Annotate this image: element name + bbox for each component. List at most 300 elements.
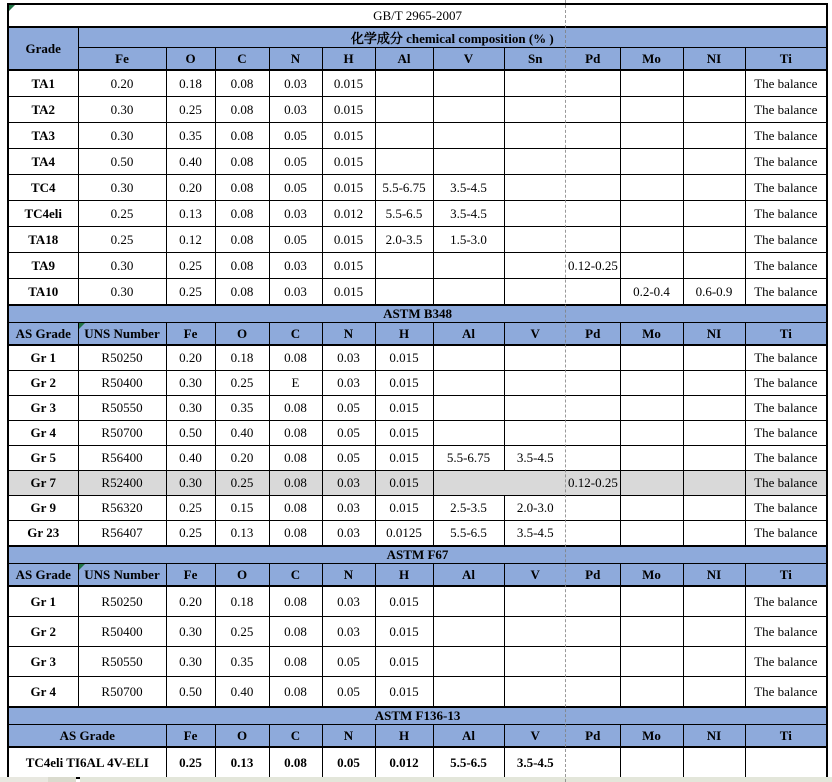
value-cell (683, 253, 745, 279)
value-cell (566, 201, 620, 227)
value-cell: R50550 (78, 647, 166, 677)
value-cell: 5.5-6.5 (433, 747, 504, 778)
value-cell: 0.05 (322, 446, 375, 471)
row-label: Gr 3 (8, 647, 78, 677)
column-header: AS Grade (8, 725, 166, 748)
value-cell: 0.03 (322, 521, 375, 547)
column-header: Sn (504, 48, 566, 71)
column-header: H (375, 564, 433, 587)
column-header: Pd (566, 323, 620, 346)
value-cell (433, 70, 504, 97)
column-header: AS Grade (8, 564, 78, 587)
value-cell: R50700 (78, 677, 166, 708)
column-header: UNS Number (78, 323, 166, 346)
value-cell (504, 647, 566, 677)
value-cell (683, 471, 745, 496)
column-header: H (375, 725, 433, 748)
value-cell (683, 97, 745, 123)
value-cell: 0.20 (166, 175, 215, 201)
value-cell (620, 586, 683, 617)
value-cell: 0.03 (322, 617, 375, 647)
column-header: Ti (745, 564, 827, 587)
row-label: Gr 23 (8, 521, 78, 547)
column-header: NI (683, 725, 745, 748)
value-cell: 0.05 (322, 677, 375, 708)
value-cell (566, 97, 620, 123)
column-header: Mo (620, 564, 683, 587)
value-cell: 0.50 (166, 677, 215, 708)
value-cell (620, 149, 683, 175)
value-cell (683, 586, 745, 617)
value-cell: 0.12 (166, 227, 215, 253)
value-cell: 0.20 (166, 586, 215, 617)
table-row (8, 27, 827, 48)
column-header: N (322, 323, 375, 346)
value-cell (683, 747, 745, 778)
value-cell (566, 421, 620, 446)
row-label: TA4 (8, 149, 78, 175)
value-cell (504, 421, 566, 446)
value-cell: 0.35 (215, 396, 269, 421)
value-cell: 0.08 (269, 647, 322, 677)
value-cell: 0.25 (166, 279, 215, 306)
row-label: TC4 (8, 175, 78, 201)
column-header: V (433, 48, 504, 71)
value-cell (375, 253, 433, 279)
value-cell (683, 521, 745, 547)
value-cell (433, 97, 504, 123)
value-cell (433, 586, 504, 617)
value-cell: 0.08 (215, 123, 269, 149)
value-cell: The balance (745, 97, 827, 123)
value-cell (683, 201, 745, 227)
value-cell (566, 175, 620, 201)
value-cell: The balance (745, 521, 827, 547)
value-cell: 0.015 (375, 647, 433, 677)
table-row (8, 279, 827, 306)
value-cell: 0.08 (269, 396, 322, 421)
value-cell (683, 396, 745, 421)
value-cell: The balance (745, 253, 827, 279)
table-row (8, 707, 827, 725)
value-cell (620, 617, 683, 647)
value-cell: The balance (745, 496, 827, 521)
table-row (8, 564, 827, 587)
value-cell: 0.08 (215, 175, 269, 201)
value-cell: 0.015 (322, 97, 375, 123)
value-cell (566, 227, 620, 253)
value-cell: The balance (745, 396, 827, 421)
value-cell (620, 521, 683, 547)
value-cell (504, 371, 566, 396)
value-cell (620, 253, 683, 279)
value-cell: 0.03 (269, 201, 322, 227)
value-cell (566, 677, 620, 708)
row-label: Gr 3 (8, 396, 78, 421)
column-header: Pd (566, 48, 620, 71)
value-cell (504, 253, 566, 279)
value-cell: 0.25 (166, 253, 215, 279)
value-cell (375, 279, 433, 306)
column-header: O (215, 323, 269, 346)
value-cell: 0.25 (166, 496, 215, 521)
value-cell (566, 345, 620, 371)
column-header: H (322, 48, 375, 71)
row-label: Gr 4 (8, 677, 78, 708)
column-header: Ti (745, 48, 827, 71)
value-cell: 0.08 (269, 747, 322, 778)
value-cell: 0.08 (215, 149, 269, 175)
value-cell: 3.5-4.5 (504, 446, 566, 471)
table-row (8, 4, 827, 27)
value-cell: 0.08 (269, 421, 322, 446)
table-row (8, 471, 827, 496)
value-cell (620, 471, 683, 496)
value-cell: 3.5-4.5 (504, 747, 566, 778)
strip-segment (0, 777, 48, 782)
value-cell: 0.03 (322, 471, 375, 496)
value-cell: E (269, 371, 322, 396)
row-label: Gr 1 (8, 586, 78, 617)
standard-title: GB/T 2965-2007 (8, 4, 827, 27)
value-cell (683, 123, 745, 149)
value-cell (566, 617, 620, 647)
value-cell: 0.15 (215, 496, 269, 521)
table-row (8, 725, 827, 748)
value-cell (504, 586, 566, 617)
value-cell: 0.05 (322, 396, 375, 421)
value-cell: 0.30 (166, 371, 215, 396)
grade-column-header: Grade (8, 27, 78, 70)
value-cell: The balance (745, 677, 827, 708)
value-cell: 0.40 (166, 149, 215, 175)
table-row (8, 496, 827, 521)
column-header: Ti (745, 323, 827, 346)
table-row (8, 253, 827, 279)
value-cell: The balance (745, 279, 827, 306)
column-header: Fe (166, 323, 215, 346)
value-cell: 0.25 (215, 471, 269, 496)
value-cell: 0.08 (215, 70, 269, 97)
column-header: V (504, 323, 566, 346)
column-header: C (269, 564, 322, 587)
value-cell (683, 421, 745, 446)
value-cell: The balance (745, 123, 827, 149)
value-cell (683, 371, 745, 396)
table-row (8, 677, 827, 708)
section-title: ASTM F67 (8, 546, 827, 564)
table-row (8, 371, 827, 396)
row-label: Gr 4 (8, 421, 78, 446)
value-cell: 3.5-4.5 (433, 201, 504, 227)
value-cell: 0.40 (215, 677, 269, 708)
value-cell: R56320 (78, 496, 166, 521)
value-cell: 0.30 (78, 123, 166, 149)
value-cell: 0.25 (78, 201, 166, 227)
value-cell: 0.30 (78, 175, 166, 201)
value-cell: The balance (745, 201, 827, 227)
value-cell: The balance (745, 149, 827, 175)
table-row (8, 97, 827, 123)
value-cell: 0.015 (375, 371, 433, 396)
value-cell (504, 97, 566, 123)
value-cell (683, 496, 745, 521)
column-header: N (269, 48, 322, 71)
value-cell (504, 677, 566, 708)
value-cell: 0.015 (322, 175, 375, 201)
value-cell: R52400 (78, 471, 166, 496)
value-cell (620, 647, 683, 677)
value-cell (504, 396, 566, 421)
row-label: Gr 2 (8, 617, 78, 647)
value-cell (683, 617, 745, 647)
value-cell: 0.25 (215, 617, 269, 647)
column-header: Fe (78, 48, 166, 71)
value-cell: 0.6-0.9 (683, 279, 745, 306)
value-cell: 0.08 (215, 97, 269, 123)
value-cell: 0.08 (269, 446, 322, 471)
value-cell (566, 149, 620, 175)
table-row (8, 201, 827, 227)
value-cell (433, 647, 504, 677)
value-cell (683, 446, 745, 471)
value-cell: 0.20 (166, 345, 215, 371)
value-cell: 0.30 (78, 279, 166, 306)
value-cell: 1.5-3.0 (433, 227, 504, 253)
value-cell: R56400 (78, 446, 166, 471)
value-cell (620, 396, 683, 421)
value-cell: 0.012 (375, 747, 433, 778)
section-title: ASTM B348 (8, 305, 827, 323)
value-cell: 2.0-3.5 (375, 227, 433, 253)
value-cell: R50250 (78, 586, 166, 617)
value-cell: 0.015 (322, 149, 375, 175)
table-row (8, 305, 827, 323)
table-row (8, 345, 827, 371)
row-label: TC4eli TI6AL 4V-ELI (8, 747, 166, 778)
value-cell: 0.015 (322, 123, 375, 149)
value-cell (683, 70, 745, 97)
table-row (8, 48, 827, 71)
value-cell: 0.35 (166, 123, 215, 149)
strip-segment (80, 777, 832, 782)
value-cell: R50550 (78, 396, 166, 421)
value-cell: 0.012 (322, 201, 375, 227)
value-cell: 0.03 (269, 253, 322, 279)
value-cell: 0.05 (322, 647, 375, 677)
value-cell: 0.03 (322, 345, 375, 371)
table-row (8, 521, 827, 547)
value-cell (375, 123, 433, 149)
value-cell (433, 123, 504, 149)
value-cell (620, 677, 683, 708)
value-cell: 0.05 (269, 123, 322, 149)
value-cell: 0.015 (322, 227, 375, 253)
column-header: C (269, 725, 322, 748)
value-cell: 0.08 (269, 345, 322, 371)
value-cell (433, 279, 504, 306)
value-cell (566, 446, 620, 471)
value-cell (433, 371, 504, 396)
value-cell (433, 421, 504, 446)
value-cell: 0.08 (269, 617, 322, 647)
value-cell: 5.5-6.5 (375, 201, 433, 227)
value-cell (566, 647, 620, 677)
value-cell: 0.0125 (375, 521, 433, 547)
value-cell: R50250 (78, 345, 166, 371)
value-cell: 0.08 (269, 496, 322, 521)
value-cell: 0.50 (166, 421, 215, 446)
value-cell: 0.20 (215, 446, 269, 471)
value-cell: 0.25 (166, 521, 215, 547)
value-cell: 0.25 (215, 371, 269, 396)
value-cell: 0.015 (375, 617, 433, 647)
column-header: Mo (620, 725, 683, 748)
value-cell: 0.13 (166, 201, 215, 227)
value-cell (433, 471, 566, 496)
value-cell: 0.12-0.25 (566, 253, 620, 279)
value-cell: 0.18 (215, 345, 269, 371)
value-cell (504, 617, 566, 647)
column-header: NI (683, 323, 745, 346)
value-cell (620, 97, 683, 123)
value-cell (745, 747, 827, 778)
column-header: C (269, 323, 322, 346)
value-cell (620, 421, 683, 446)
value-cell: 0.05 (269, 227, 322, 253)
value-cell (620, 345, 683, 371)
value-cell: 0.12-0.25 (566, 471, 620, 496)
value-cell: 0.40 (166, 446, 215, 471)
value-cell: 0.30 (78, 253, 166, 279)
value-cell: 0.015 (375, 345, 433, 371)
column-header: NI (683, 48, 745, 71)
value-cell (375, 97, 433, 123)
value-cell (433, 677, 504, 708)
column-header: Pd (566, 564, 620, 587)
value-cell: 0.30 (166, 396, 215, 421)
value-cell: 0.08 (215, 253, 269, 279)
value-cell (566, 396, 620, 421)
value-cell: R56407 (78, 521, 166, 547)
value-cell (566, 279, 620, 306)
value-cell: 2.0-3.0 (504, 496, 566, 521)
value-cell: The balance (745, 586, 827, 617)
value-cell (683, 175, 745, 201)
value-cell: 0.03 (269, 279, 322, 306)
value-cell: 0.25 (166, 747, 215, 778)
value-cell (566, 371, 620, 396)
value-cell: 0.015 (322, 279, 375, 306)
value-cell: 0.20 (78, 70, 166, 97)
value-cell: 0.05 (269, 149, 322, 175)
value-cell (504, 123, 566, 149)
value-cell: 0.18 (166, 70, 215, 97)
value-cell (504, 70, 566, 97)
table-row (8, 421, 827, 446)
value-cell: 0.13 (215, 747, 269, 778)
value-cell: 0.03 (269, 97, 322, 123)
column-header: N (322, 725, 375, 748)
table-row (8, 227, 827, 253)
value-cell (566, 70, 620, 97)
value-cell: 0.25 (166, 97, 215, 123)
row-label: Gr 1 (8, 345, 78, 371)
value-cell (433, 253, 504, 279)
value-cell (683, 345, 745, 371)
table-row (8, 446, 827, 471)
row-label: TA2 (8, 97, 78, 123)
value-cell (504, 227, 566, 253)
value-cell: 3.5-4.5 (433, 175, 504, 201)
column-header: C (215, 48, 269, 71)
value-cell: 0.08 (215, 279, 269, 306)
value-cell: 0.08 (215, 201, 269, 227)
table-row (8, 123, 827, 149)
value-cell: R50400 (78, 617, 166, 647)
value-cell: 0.015 (375, 396, 433, 421)
row-label: TA3 (8, 123, 78, 149)
column-header: V (504, 564, 566, 587)
row-label: Gr 5 (8, 446, 78, 471)
column-header: H (375, 323, 433, 346)
value-cell: 0.35 (215, 647, 269, 677)
value-cell: The balance (745, 345, 827, 371)
value-cell: 0.015 (375, 471, 433, 496)
column-header: O (215, 564, 269, 587)
value-cell (566, 496, 620, 521)
value-cell: 0.015 (322, 253, 375, 279)
value-cell (504, 279, 566, 306)
value-cell: 0.08 (215, 227, 269, 253)
value-cell (620, 123, 683, 149)
value-cell: The balance (745, 446, 827, 471)
value-cell (620, 175, 683, 201)
column-header: Fe (166, 725, 215, 748)
value-cell (375, 70, 433, 97)
value-cell (620, 747, 683, 778)
value-cell: 3.5-4.5 (504, 521, 566, 547)
value-cell: 0.08 (269, 677, 322, 708)
value-cell: The balance (745, 371, 827, 396)
value-cell: 0.015 (322, 70, 375, 97)
section-title: ASTM F136-13 (8, 707, 827, 725)
row-label: TA10 (8, 279, 78, 306)
row-label: Gr 9 (8, 496, 78, 521)
column-header: Mo (620, 323, 683, 346)
value-cell: 5.5-6.5 (433, 521, 504, 547)
row-label: Gr 7 (8, 471, 78, 496)
value-cell (620, 70, 683, 97)
value-cell (620, 371, 683, 396)
column-header: Al (375, 48, 433, 71)
value-cell: The balance (745, 175, 827, 201)
column-header: AS Grade (8, 323, 78, 346)
value-cell: 0.2-0.4 (620, 279, 683, 306)
row-label: TA9 (8, 253, 78, 279)
value-cell (433, 149, 504, 175)
value-cell (433, 345, 504, 371)
column-header: Al (433, 323, 504, 346)
value-cell (566, 586, 620, 617)
value-cell: 0.30 (78, 97, 166, 123)
value-cell: 0.08 (269, 471, 322, 496)
column-header: Al (433, 564, 504, 587)
table-body (8, 4, 827, 778)
table-row (8, 175, 827, 201)
column-header: Ti (745, 725, 827, 748)
value-cell (620, 201, 683, 227)
